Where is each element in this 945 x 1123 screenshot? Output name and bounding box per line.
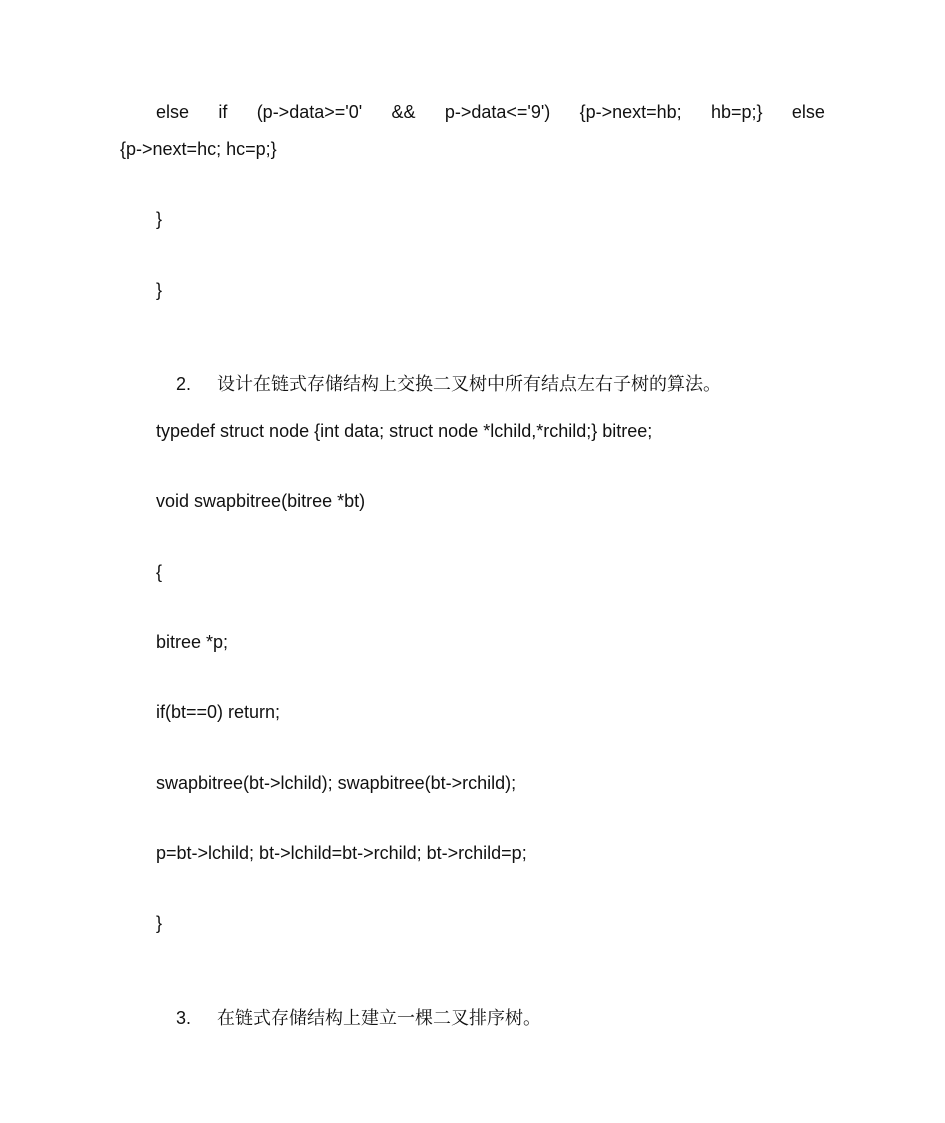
code-line-function-signature: void swapbitree(bitree *bt) [156,491,366,511]
code-line-open-brace: { [156,562,163,582]
question-text: 设计在链式存储结构上交换二叉树中所有结点左右子树的算法。 [217,374,722,394]
code-line-recursive-calls: swapbitree(bt->lchild); swapbitree(bt->rchild); [156,773,517,793]
code-line-declaration: bitree *p; [156,632,229,652]
code-word: (p->data>='0' [256,102,363,122]
code-line-close-brace: } [156,280,163,300]
code-line-close-brace: } [156,209,163,229]
code-line-else-if [156,100,825,124]
question-number: 2. [176,374,192,394]
code-word: && [391,102,416,122]
code-line-typedef: typedef struct node {int data; struct node *lchild,*rchild;} bitree; [156,421,653,441]
code-word: else [156,102,190,122]
code-line-close-brace: } [156,913,163,933]
question-item-3 [156,982,541,1054]
code-line-swap: p=bt->lchild; bt->lchild=bt->rchild; bt->rchild=p; [156,843,527,863]
code-line-continuation: {p->next=hc; hc=p;} [120,139,277,159]
question-item-2 [156,348,721,420]
code-word: p->data<='9') [444,102,551,122]
code-word: if [218,102,228,122]
code-word: else [791,102,825,122]
question-number: 3. [176,1008,192,1028]
code-word: hb=p;} [711,102,763,122]
question-text: 在链式存储结构上建立一棵二叉排序树。 [217,1008,542,1028]
code-line-if-return: if(bt==0) return; [156,702,281,722]
code-word: {p->next=hb; [579,102,682,122]
